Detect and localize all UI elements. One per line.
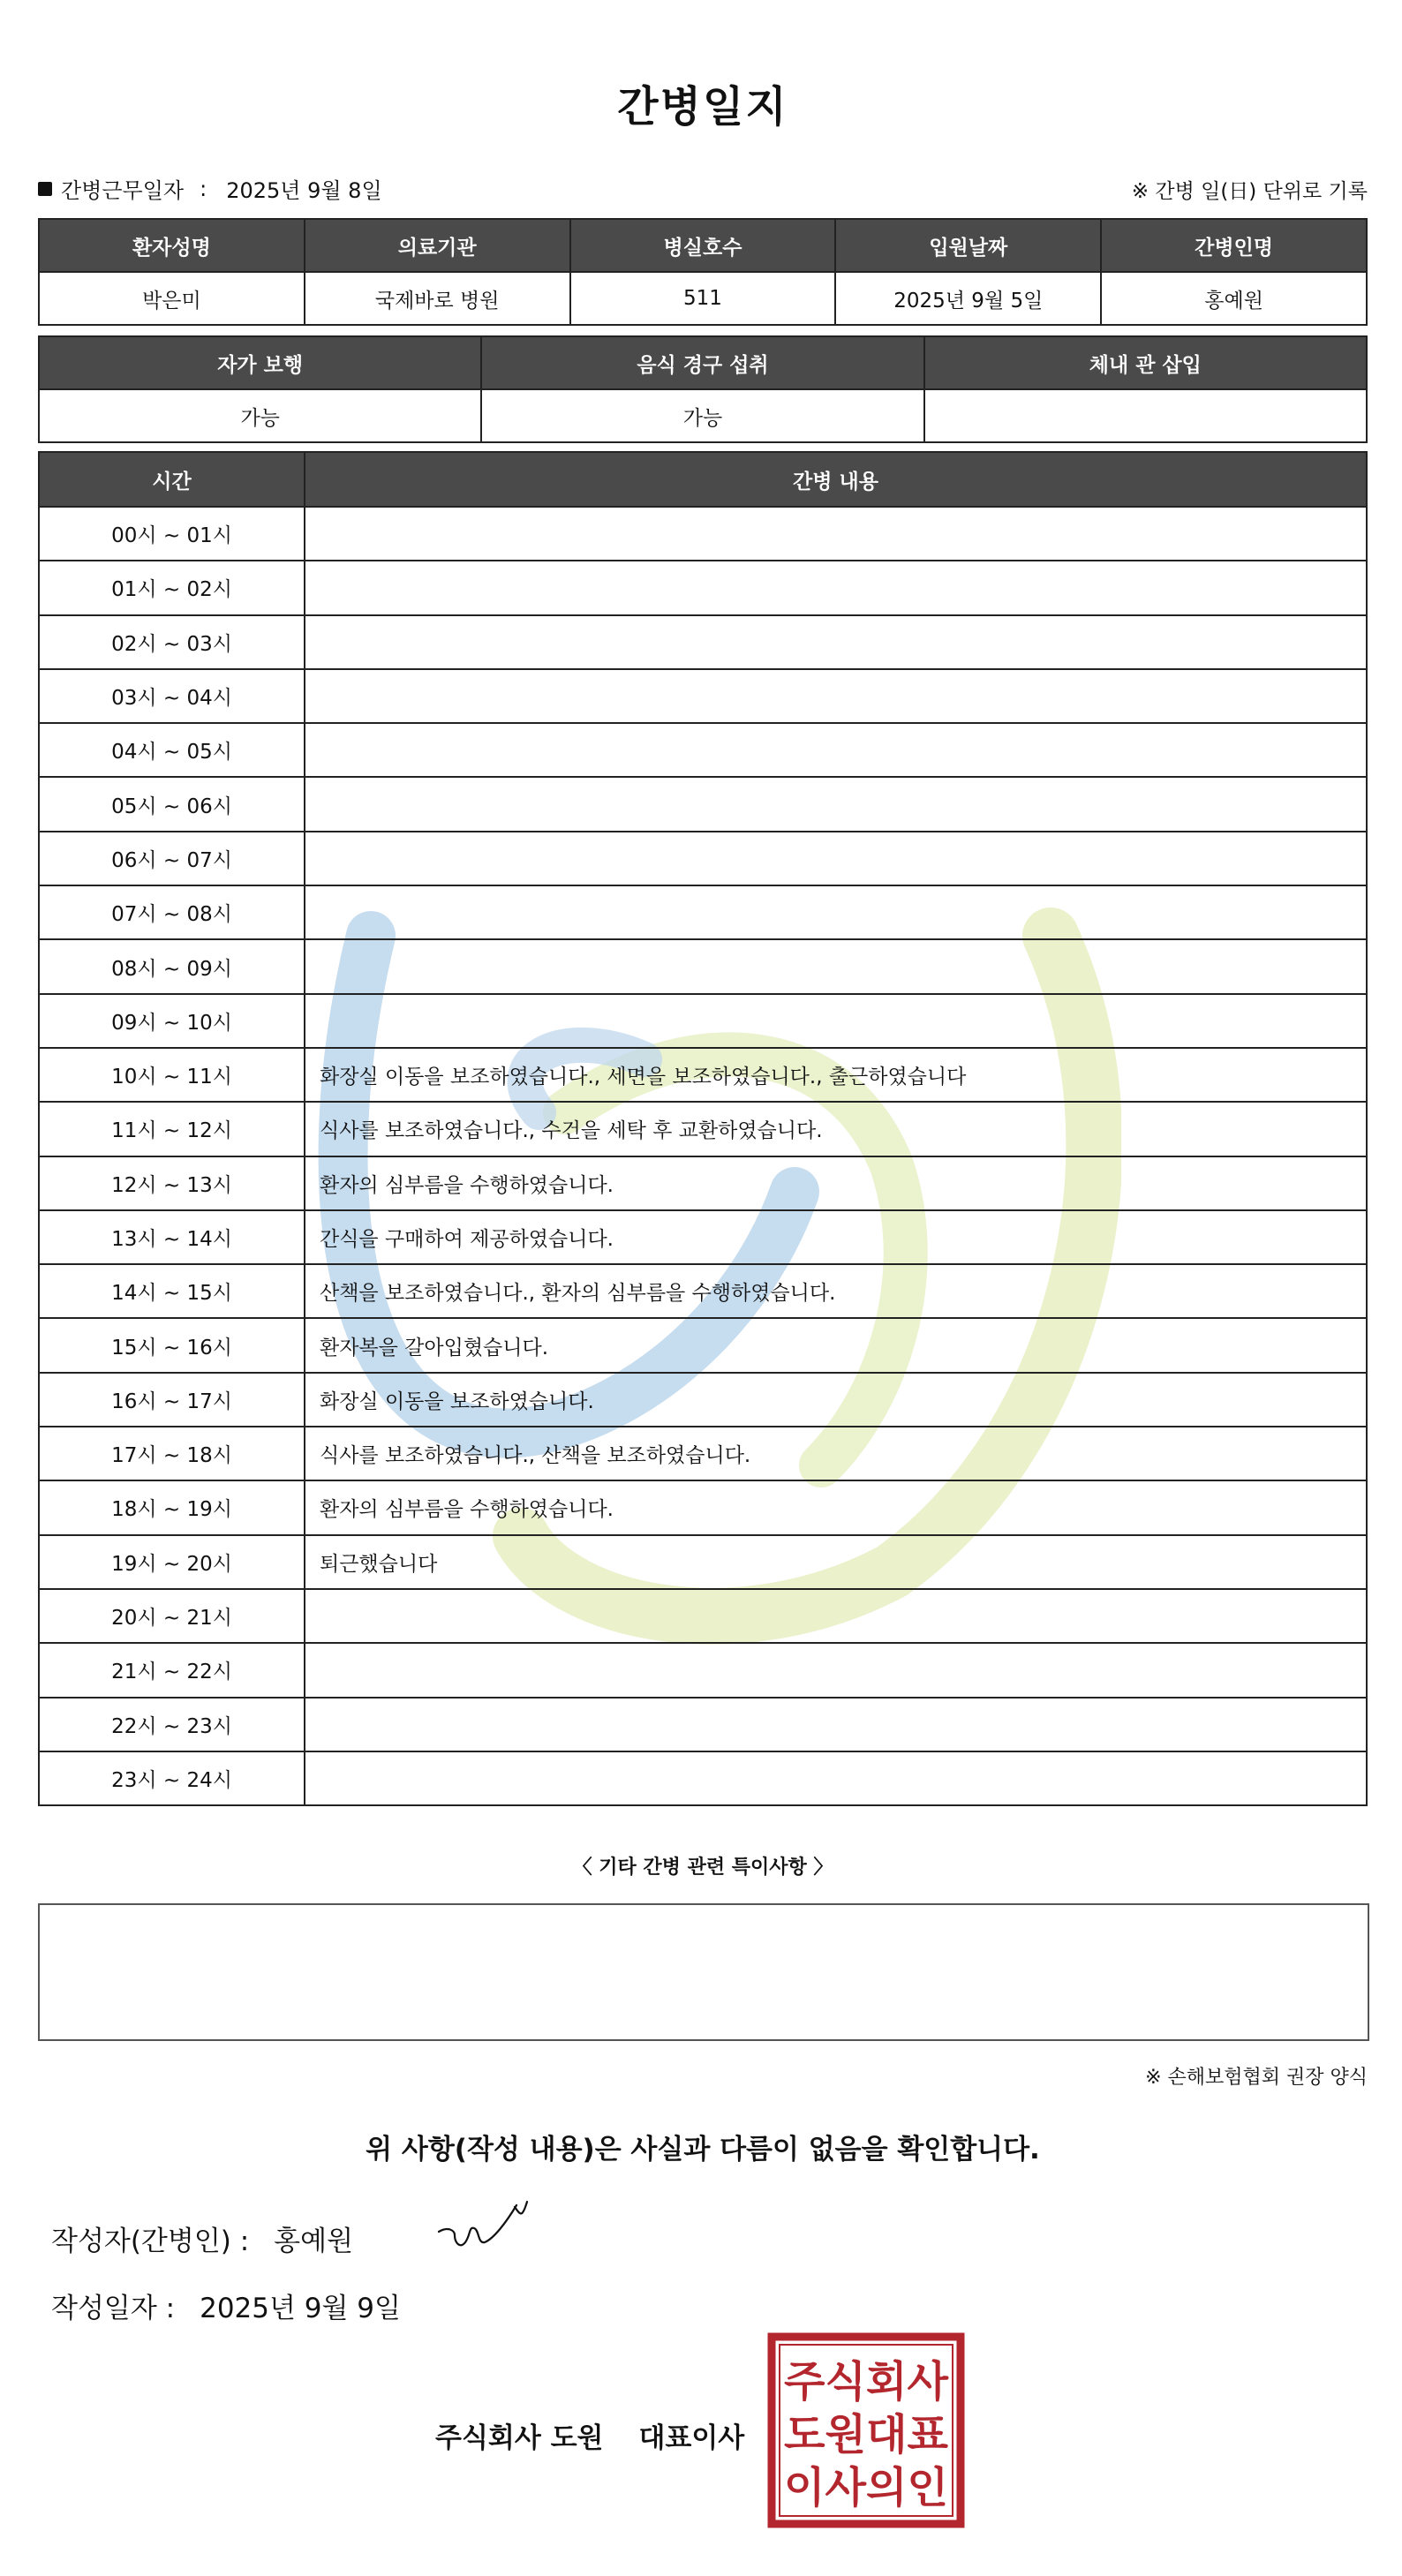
content-cell bbox=[305, 832, 1367, 885]
header-patient-name: 환자성명 bbox=[39, 219, 305, 272]
content-cell bbox=[305, 885, 1367, 939]
caregiver-name-value: 홍예원 bbox=[1101, 272, 1367, 325]
time-cell: 11시 ~ 12시 bbox=[39, 1102, 305, 1156]
company-rep-title: 대표이사 bbox=[638, 2422, 745, 2454]
table-row bbox=[39, 1535, 1367, 1589]
time-cell: 02시 ~ 03시 bbox=[39, 615, 305, 669]
table-row bbox=[39, 1427, 1367, 1480]
table-row bbox=[39, 939, 1367, 993]
hourly-care-log-table bbox=[38, 451, 1368, 1806]
patient-info-header-row bbox=[39, 219, 1367, 272]
content-cell: 환자의 심부름을 수행하였습니다. bbox=[305, 1156, 1367, 1210]
time-cell: 06시 ~ 07시 bbox=[39, 832, 305, 885]
patient-info-value-row bbox=[39, 272, 1367, 325]
time-cell: 04시 ~ 05시 bbox=[39, 723, 305, 777]
content-cell bbox=[305, 777, 1367, 831]
table-row bbox=[39, 1156, 1367, 1210]
notes-heading: 〈 기타 간병 관련 특이사항 〉 bbox=[572, 1857, 833, 1879]
header-self-walking: 자가 보행 bbox=[39, 336, 481, 389]
handwritten-signature bbox=[435, 2196, 532, 2258]
page-title: 간병일지 bbox=[617, 82, 788, 132]
hospital-value: 국제바로 병원 bbox=[305, 272, 570, 325]
table-row bbox=[39, 1264, 1367, 1318]
work-date-value: 2025년 9월 8일 bbox=[226, 178, 382, 203]
writer-label: 작성자(간병인) : bbox=[51, 2226, 250, 2257]
time-cell: 09시 ~ 10시 bbox=[39, 994, 305, 1048]
time-cell: 14시 ~ 15시 bbox=[39, 1264, 305, 1318]
room-number-value: 511 bbox=[570, 272, 836, 325]
time-cell: 15시 ~ 16시 bbox=[39, 1318, 305, 1372]
time-cell: 12시 ~ 13시 bbox=[39, 1156, 305, 1210]
time-cell: 23시 ~ 24시 bbox=[39, 1751, 305, 1805]
log-header-row bbox=[39, 452, 1367, 507]
content-cell: 환자의 심부름을 수행하였습니다. bbox=[305, 1480, 1367, 1534]
content-cell: 식사를 보조하였습니다., 산책을 보조하였습니다. bbox=[305, 1427, 1367, 1480]
content-cell: 간식을 구매하여 제공하였습니다. bbox=[305, 1210, 1367, 1264]
time-cell: 17시 ~ 18시 bbox=[39, 1427, 305, 1480]
confirmation-statement: 위 사항(작성 내용)은 사실과 다름이 없음을 확인합니다. bbox=[366, 2134, 1040, 2165]
patient-status-header-row bbox=[39, 336, 1367, 389]
content-cell bbox=[305, 615, 1367, 669]
header-care-content: 간병 내용 bbox=[305, 452, 1367, 507]
table-row bbox=[39, 615, 1367, 669]
table-row bbox=[39, 1318, 1367, 1372]
content-cell: 퇴근했습니다 bbox=[305, 1535, 1367, 1589]
time-cell: 10시 ~ 11시 bbox=[39, 1048, 305, 1102]
seal-line-3: 이사의인 bbox=[784, 2463, 948, 2512]
header-caregiver-name: 간병인명 bbox=[1101, 219, 1367, 272]
content-cell: 산책을 보조하였습니다., 환자의 심부름을 수행하였습니다. bbox=[305, 1264, 1367, 1318]
company-name: 주식회사 도원 bbox=[435, 2422, 604, 2454]
header-time: 시간 bbox=[39, 452, 305, 507]
content-cell bbox=[305, 1643, 1367, 1697]
written-date-value: 2025년 9월 9일 bbox=[200, 2293, 401, 2324]
table-row bbox=[39, 1643, 1367, 1697]
content-cell bbox=[305, 507, 1367, 561]
time-cell: 07시 ~ 08시 bbox=[39, 885, 305, 939]
content-cell bbox=[305, 1751, 1367, 1805]
header-admission-date: 입원날짜 bbox=[835, 219, 1101, 272]
time-cell: 08시 ~ 09시 bbox=[39, 939, 305, 993]
writer-line bbox=[51, 2218, 353, 2258]
table-row bbox=[39, 507, 1367, 561]
table-row bbox=[39, 1102, 1367, 1156]
table-row bbox=[39, 1480, 1367, 1534]
daily-unit-note: ※ 간병 일(日) 단위로 기록 bbox=[1131, 180, 1368, 203]
content-cell: 환자복을 갈아입혔습니다. bbox=[305, 1318, 1367, 1372]
patient-status-table bbox=[38, 335, 1368, 443]
content-cell bbox=[305, 1698, 1367, 1751]
special-notes-box bbox=[38, 1903, 1369, 2041]
time-cell: 16시 ~ 17시 bbox=[39, 1373, 305, 1427]
time-cell: 01시 ~ 02시 bbox=[39, 561, 305, 614]
table-row bbox=[39, 1751, 1367, 1805]
table-row bbox=[39, 1589, 1367, 1643]
table-row bbox=[39, 1210, 1367, 1264]
header-hospital: 의료기관 bbox=[305, 219, 570, 272]
time-cell: 18시 ~ 19시 bbox=[39, 1480, 305, 1534]
work-date-line bbox=[38, 173, 382, 204]
header-room-number: 병실호수 bbox=[570, 219, 836, 272]
table-row bbox=[39, 669, 1367, 723]
table-row bbox=[39, 1698, 1367, 1751]
content-cell bbox=[305, 1589, 1367, 1643]
content-cell bbox=[305, 561, 1367, 614]
patient-status-value-row bbox=[39, 389, 1367, 442]
content-cell: 화장실 이동을 보조하였습니다. bbox=[305, 1373, 1367, 1427]
table-row bbox=[39, 561, 1367, 614]
seal-line-2: 도원대표 bbox=[784, 2410, 949, 2459]
patient-name-value: 박은미 bbox=[39, 272, 305, 325]
time-cell: 22시 ~ 23시 bbox=[39, 1698, 305, 1751]
time-cell: 20시 ~ 21시 bbox=[39, 1589, 305, 1643]
writer-value: 홍예원 bbox=[274, 2226, 354, 2257]
content-cell bbox=[305, 994, 1367, 1048]
written-date-line bbox=[51, 2286, 401, 2325]
written-date-label: 작성일자 : bbox=[51, 2293, 176, 2324]
table-row bbox=[39, 723, 1367, 777]
company-seal-stamp bbox=[767, 2332, 965, 2528]
self-walking-value: 가능 bbox=[39, 389, 481, 442]
form-source-footnote: ※ 손해보험협회 권장 양식 bbox=[1145, 2067, 1368, 2089]
time-cell: 19시 ~ 20시 bbox=[39, 1535, 305, 1589]
time-cell: 00시 ~ 01시 bbox=[39, 507, 305, 561]
work-date-label: 간병근무일자 bbox=[61, 178, 185, 203]
content-cell bbox=[305, 669, 1367, 723]
header-oral-intake: 음식 경구 섭취 bbox=[481, 336, 923, 389]
work-date-colon: : bbox=[200, 176, 207, 201]
content-cell bbox=[305, 723, 1367, 777]
table-row bbox=[39, 1373, 1367, 1427]
oral-intake-value: 가능 bbox=[481, 389, 923, 442]
table-row bbox=[39, 994, 1367, 1048]
time-cell: 05시 ~ 06시 bbox=[39, 777, 305, 831]
tube-insertion-value bbox=[924, 389, 1367, 442]
admission-date-value: 2025년 9월 5일 bbox=[835, 272, 1101, 325]
seal-line-1: 주식회사 bbox=[784, 2357, 949, 2407]
company-line bbox=[435, 2415, 744, 2455]
content-cell: 식사를 보조하였습니다., 수건을 세탁 후 교환하였습니다. bbox=[305, 1102, 1367, 1156]
header-tube-insertion: 체내 관 삽입 bbox=[924, 336, 1367, 389]
time-cell: 13시 ~ 14시 bbox=[39, 1210, 305, 1264]
table-row bbox=[39, 885, 1367, 939]
table-row bbox=[39, 832, 1367, 885]
content-cell: 화장실 이동을 보조하였습니다., 세면을 보조하였습니다., 출근하였습니다 bbox=[305, 1048, 1367, 1102]
time-cell: 03시 ~ 04시 bbox=[39, 669, 305, 723]
content-cell bbox=[305, 939, 1367, 993]
time-cell: 21시 ~ 22시 bbox=[39, 1643, 305, 1697]
table-row bbox=[39, 1048, 1367, 1102]
patient-info-table bbox=[38, 218, 1368, 326]
bullet-square-icon bbox=[38, 182, 52, 196]
table-row bbox=[39, 777, 1367, 831]
